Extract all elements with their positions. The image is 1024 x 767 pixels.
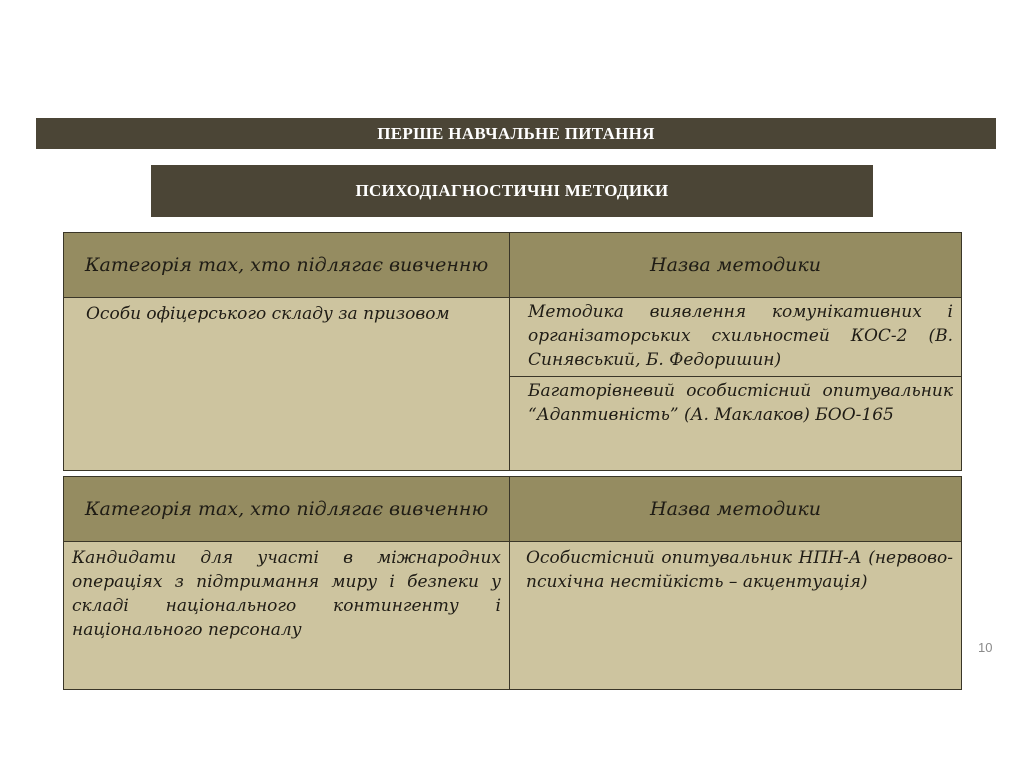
subtitle-banner (151, 165, 873, 217)
method-cell: Методика виявлення комунікативних і організаторських схильностей КОС-2 (В. Синявський, Б. Федоришин) (510, 298, 962, 377)
header-category: Категорія тах, хто підлягає вивченню (64, 233, 510, 298)
table-header-row (64, 233, 962, 298)
page-number: 10 (978, 640, 993, 655)
subtitle: ПСИХОДІАГНОСТИЧНІ МЕТОДИКИ (355, 181, 669, 200)
section-title: ПЕРШЕ НАВЧАЛЬНЕ ПИТАННЯ (377, 123, 655, 143)
table-header-row (64, 477, 962, 542)
section-title-banner (36, 118, 996, 149)
category-cell (64, 298, 510, 471)
category-text: Особи офіцерського складу за призовом (86, 304, 450, 324)
table-row (64, 542, 962, 690)
method-cell: Багаторівневий особистісний опитувальник “Адаптивність” (А. Маклаков) БОО-165 (510, 377, 962, 471)
header-method: Назва методики (510, 477, 962, 542)
methods-table-officers (63, 232, 962, 471)
table-row (64, 298, 962, 377)
method-cell: Особистісний опитувальник НПН-А (нервово-психічна нестійкість – акцентуація) (510, 542, 962, 690)
header-method: Назва методики (510, 233, 962, 298)
header-category: Категорія тах, хто підлягає вивченню (64, 477, 510, 542)
methods-table-peacekeeping (63, 476, 962, 690)
category-cell: Кандидати для участі в міжнародних операціях з підтримання миру і безпеки у складі національного контингенту і національного персоналу (64, 542, 510, 690)
